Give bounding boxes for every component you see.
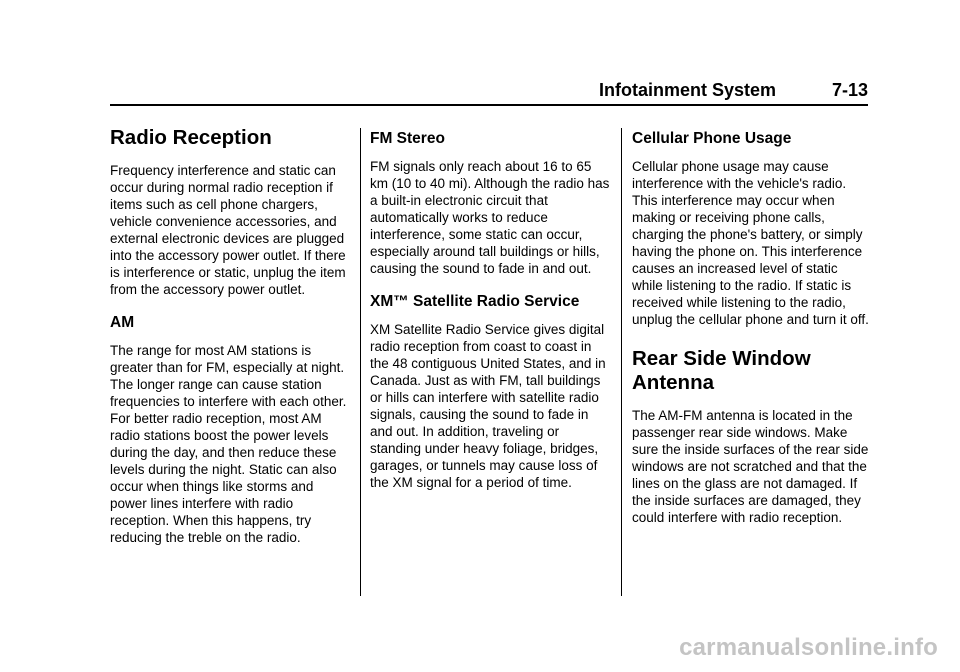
cellular-phone-heading: Cellular Phone Usage bbox=[632, 130, 792, 147]
column-3 bbox=[632, 126, 872, 526]
section-title: Infotainment System bbox=[598, 80, 776, 100]
radio-reception-text: Frequency interference and static can occur during normal radio reception if items such as cell phone chargers, vehicle convenience accessories, and external electronic devices are plugged into the accessory power outlet. If there is interference or static, unplug the item from the accessory power outlet. bbox=[110, 163, 346, 297]
column-1 bbox=[110, 126, 352, 546]
page-number: 7-13 bbox=[831, 80, 868, 100]
rear-side-antenna-heading: Rear Side Window Antenna bbox=[632, 347, 811, 394]
column-divider-left bbox=[360, 128, 361, 596]
am-text: The range for most AM stations is greater than for FM, especially at night. The longer range can cause station frequencies to interfere with each other. For better radio reception, most AM radio stations boost the power levels during the day, and then reduce these levels during the night. Static can also occur when things like storms and power lines interfere with radio reception. When this happens, try reducing the treble on the radio. bbox=[110, 343, 347, 545]
column-divider-right bbox=[621, 128, 622, 596]
am-heading: AM bbox=[110, 314, 135, 331]
page-header bbox=[110, 78, 868, 106]
cellular-phone-text: Cellular phone usage may cause interference with the vehicle's radio. This interference may occur when making or receiving phone calls, charging the phone's battery, or simply having the phone on. This interference causes an increased level of static while listening to the radio. If static is received while listening to the radio, unplug the cellular phone and turn it off. bbox=[632, 159, 869, 327]
fm-stereo-text: FM signals only reach about 16 to 65 km (10 to 40 mi). Although the radio has a built-in electronic circuit that automatically works to reduce interference, some static can occur, especially around tall buildings or hills, causing the sound to fade in and out. bbox=[370, 159, 610, 276]
rear-side-antenna-text: The AM-FM antenna is located in the passenger rear side windows. Make sure the inside surfaces of the rear side windows are not scratched and that the lines on the glass are not damaged. If the inside surfaces are damaged, they could interfere with radio reception. bbox=[632, 408, 869, 525]
fm-stereo-heading: FM Stereo bbox=[370, 130, 445, 147]
xm-satellite-text: XM Satellite Radio Service gives digital radio reception from coast to coast in the 48 contiguous United States, and in Canada. Just as with FM, tall buildings or hills can interfere with satellite radio signals, causing the sound to fade in and out. In addition, traveling or standing under heavy foliage, bridges, garages, or tunnels may cause loss of the XM signal for a period of time. bbox=[370, 322, 606, 490]
radio-reception-heading: Radio Reception bbox=[110, 126, 272, 149]
xm-satellite-heading: XM™ Satellite Radio Service bbox=[370, 293, 580, 310]
column-2 bbox=[370, 126, 610, 491]
watermark: carmanualsonline.info bbox=[679, 634, 938, 661]
